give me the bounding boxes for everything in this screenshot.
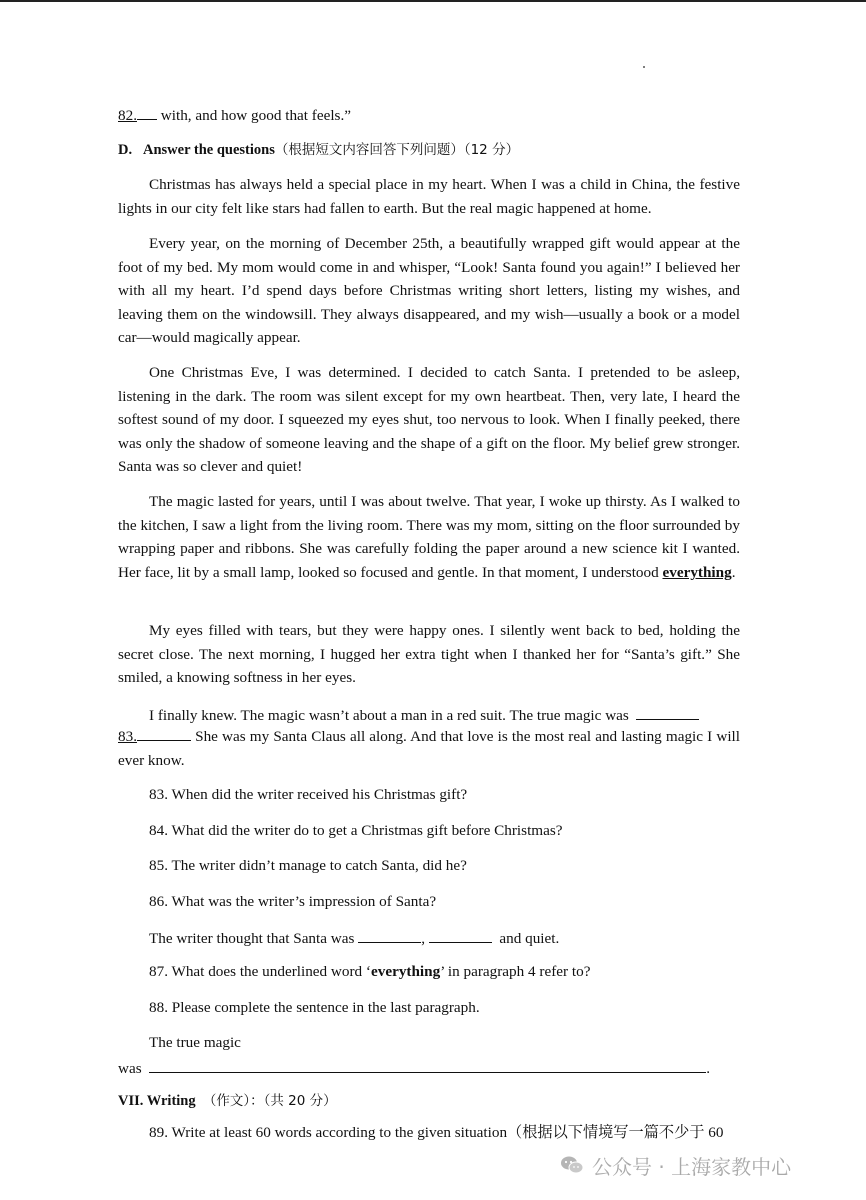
question-88-line-1: The true magic xyxy=(149,1034,241,1051)
paragraph-6-text: I finally knew. The magic wasn’t about a man in a red suit. The true magic was xyxy=(149,707,629,724)
wechat-icon xyxy=(560,1155,584,1175)
q86-prefix: The writer thought that Santa was xyxy=(149,930,355,947)
q86-blank-2[interactable] xyxy=(429,928,492,943)
writing-heading xyxy=(118,1092,337,1110)
paragraph-3: One Christmas Eve, I was determined. I decided to catch Santa. I pretended to be asleep, listening in the dark. The room was silent except for my own heartbeat. Then, very late, I heard the softest sound of my door. I squeezed my eyes shut, too nervous to look. When I finally peeked, there was only the shadow of someone leaving and the shape of a gift on the floor. My belief grew stronger. Santa was so clever and quiet! xyxy=(118,364,740,476)
paragraph-4-text: The magic lasted for years, until I was about twelve. That year, I woke up thirsty. As I walked to the kitchen, I saw a light from the living room. There was my mom, sitting on the floor surrounded by wrapping paper and ribbons. She was carefully folding the paper around a new science kit I wanted. Her face, lit by a small lamp, looked so focused and gentle. In that moment, I understood xyxy=(118,493,740,581)
question-83: 83. When did the writer received his Christmas gift? xyxy=(149,786,468,803)
paragraph-6-rest-text: She was my Santa Claus all along. And that love is the most real and lasting magic I will ever know. xyxy=(118,728,740,769)
question-89: 89. Write at least 60 words according to the given situation（根据以下情境写一篇不少于 60 xyxy=(149,1124,724,1141)
paragraph-1: Christmas has always held a special place in my heart. When I was a child in China, the festive lights in our city felt like stars had fallen to earth. But the real magic happened at home. xyxy=(118,176,740,217)
writing-title: VII. Writing xyxy=(118,1093,196,1109)
q88-period: . xyxy=(706,1060,711,1077)
blank-number-83: 83. xyxy=(118,728,137,745)
underlined-word: everything xyxy=(662,563,732,581)
question-88-answer-line xyxy=(118,1058,710,1078)
section-title: Answer the questions xyxy=(142,142,275,158)
answer-blank-83b[interactable] xyxy=(137,726,191,741)
question-86: 86. What was the writer’s impression of Santa? xyxy=(149,893,437,910)
watermark-text: 公众号 · 上海家教中心 xyxy=(592,1154,792,1179)
answer-blank[interactable] xyxy=(137,105,157,120)
question-85: 85. The writer didn’t manage to catch Santa, did he? xyxy=(149,857,467,874)
paragraph-2: Every year, on the morning of December 25th, a beautifully wrapped gift would appear at the foot of my bed. My mom would come in and whisper, “Look! Santa found you again!” I believed her with all my heart. I’d spend days before Christmas writing short letters, listing my wishes, and leaving them on the windowsill. They always disappeared, and my wish—usually a book or a model car—would magically appear. xyxy=(118,235,740,347)
question-86-answer-line xyxy=(149,928,559,948)
q86-comma: , xyxy=(421,930,425,947)
writing-instructions: （作文）：（共 20 分） xyxy=(202,1093,337,1109)
paragraph-5: My eyes filled with tears, but they were happy ones. I silently went back to bed, holding the secret close. The next morning, I hugged her extra tight when I thanked her for “Santa’s gift.” She smiled, a knowing softness in her eyes. xyxy=(118,622,740,687)
q86-suffix: and quiet. xyxy=(499,930,560,947)
prev-text: with, and how good that feels.” xyxy=(156,107,352,124)
paragraph-4-end: . xyxy=(731,563,736,581)
q88-blank[interactable] xyxy=(149,1058,706,1073)
question-84: 84. What did the writer do to get a Christmas gift before Christmas? xyxy=(149,822,563,839)
q87-text-a: 87. What does the underlined word ‘ xyxy=(149,963,371,980)
q87-word: everything xyxy=(371,963,441,980)
top-border xyxy=(0,0,866,2)
answer-blank-83[interactable] xyxy=(636,705,699,720)
prev-number: 82. xyxy=(118,107,137,124)
section-instructions: （根据短文内容回答下列问题）（12 分） xyxy=(274,142,520,158)
scan-dot xyxy=(643,66,645,68)
prev-answer-line xyxy=(118,105,351,125)
q87-text-b: ’ in paragraph 4 refer to? xyxy=(440,963,591,980)
q88-was: was xyxy=(118,1060,142,1077)
section-d-heading xyxy=(118,141,519,159)
question-87 xyxy=(149,963,590,981)
section-letter: D. xyxy=(118,142,133,158)
paragraph-6-rest xyxy=(118,725,740,772)
q86-blank-1[interactable] xyxy=(358,928,421,943)
watermark xyxy=(560,1150,791,1180)
paragraph-6-line-1 xyxy=(149,705,699,725)
question-88: 88. Please complete the sentence in the last paragraph. xyxy=(149,999,480,1016)
paragraph-4 xyxy=(118,490,740,584)
